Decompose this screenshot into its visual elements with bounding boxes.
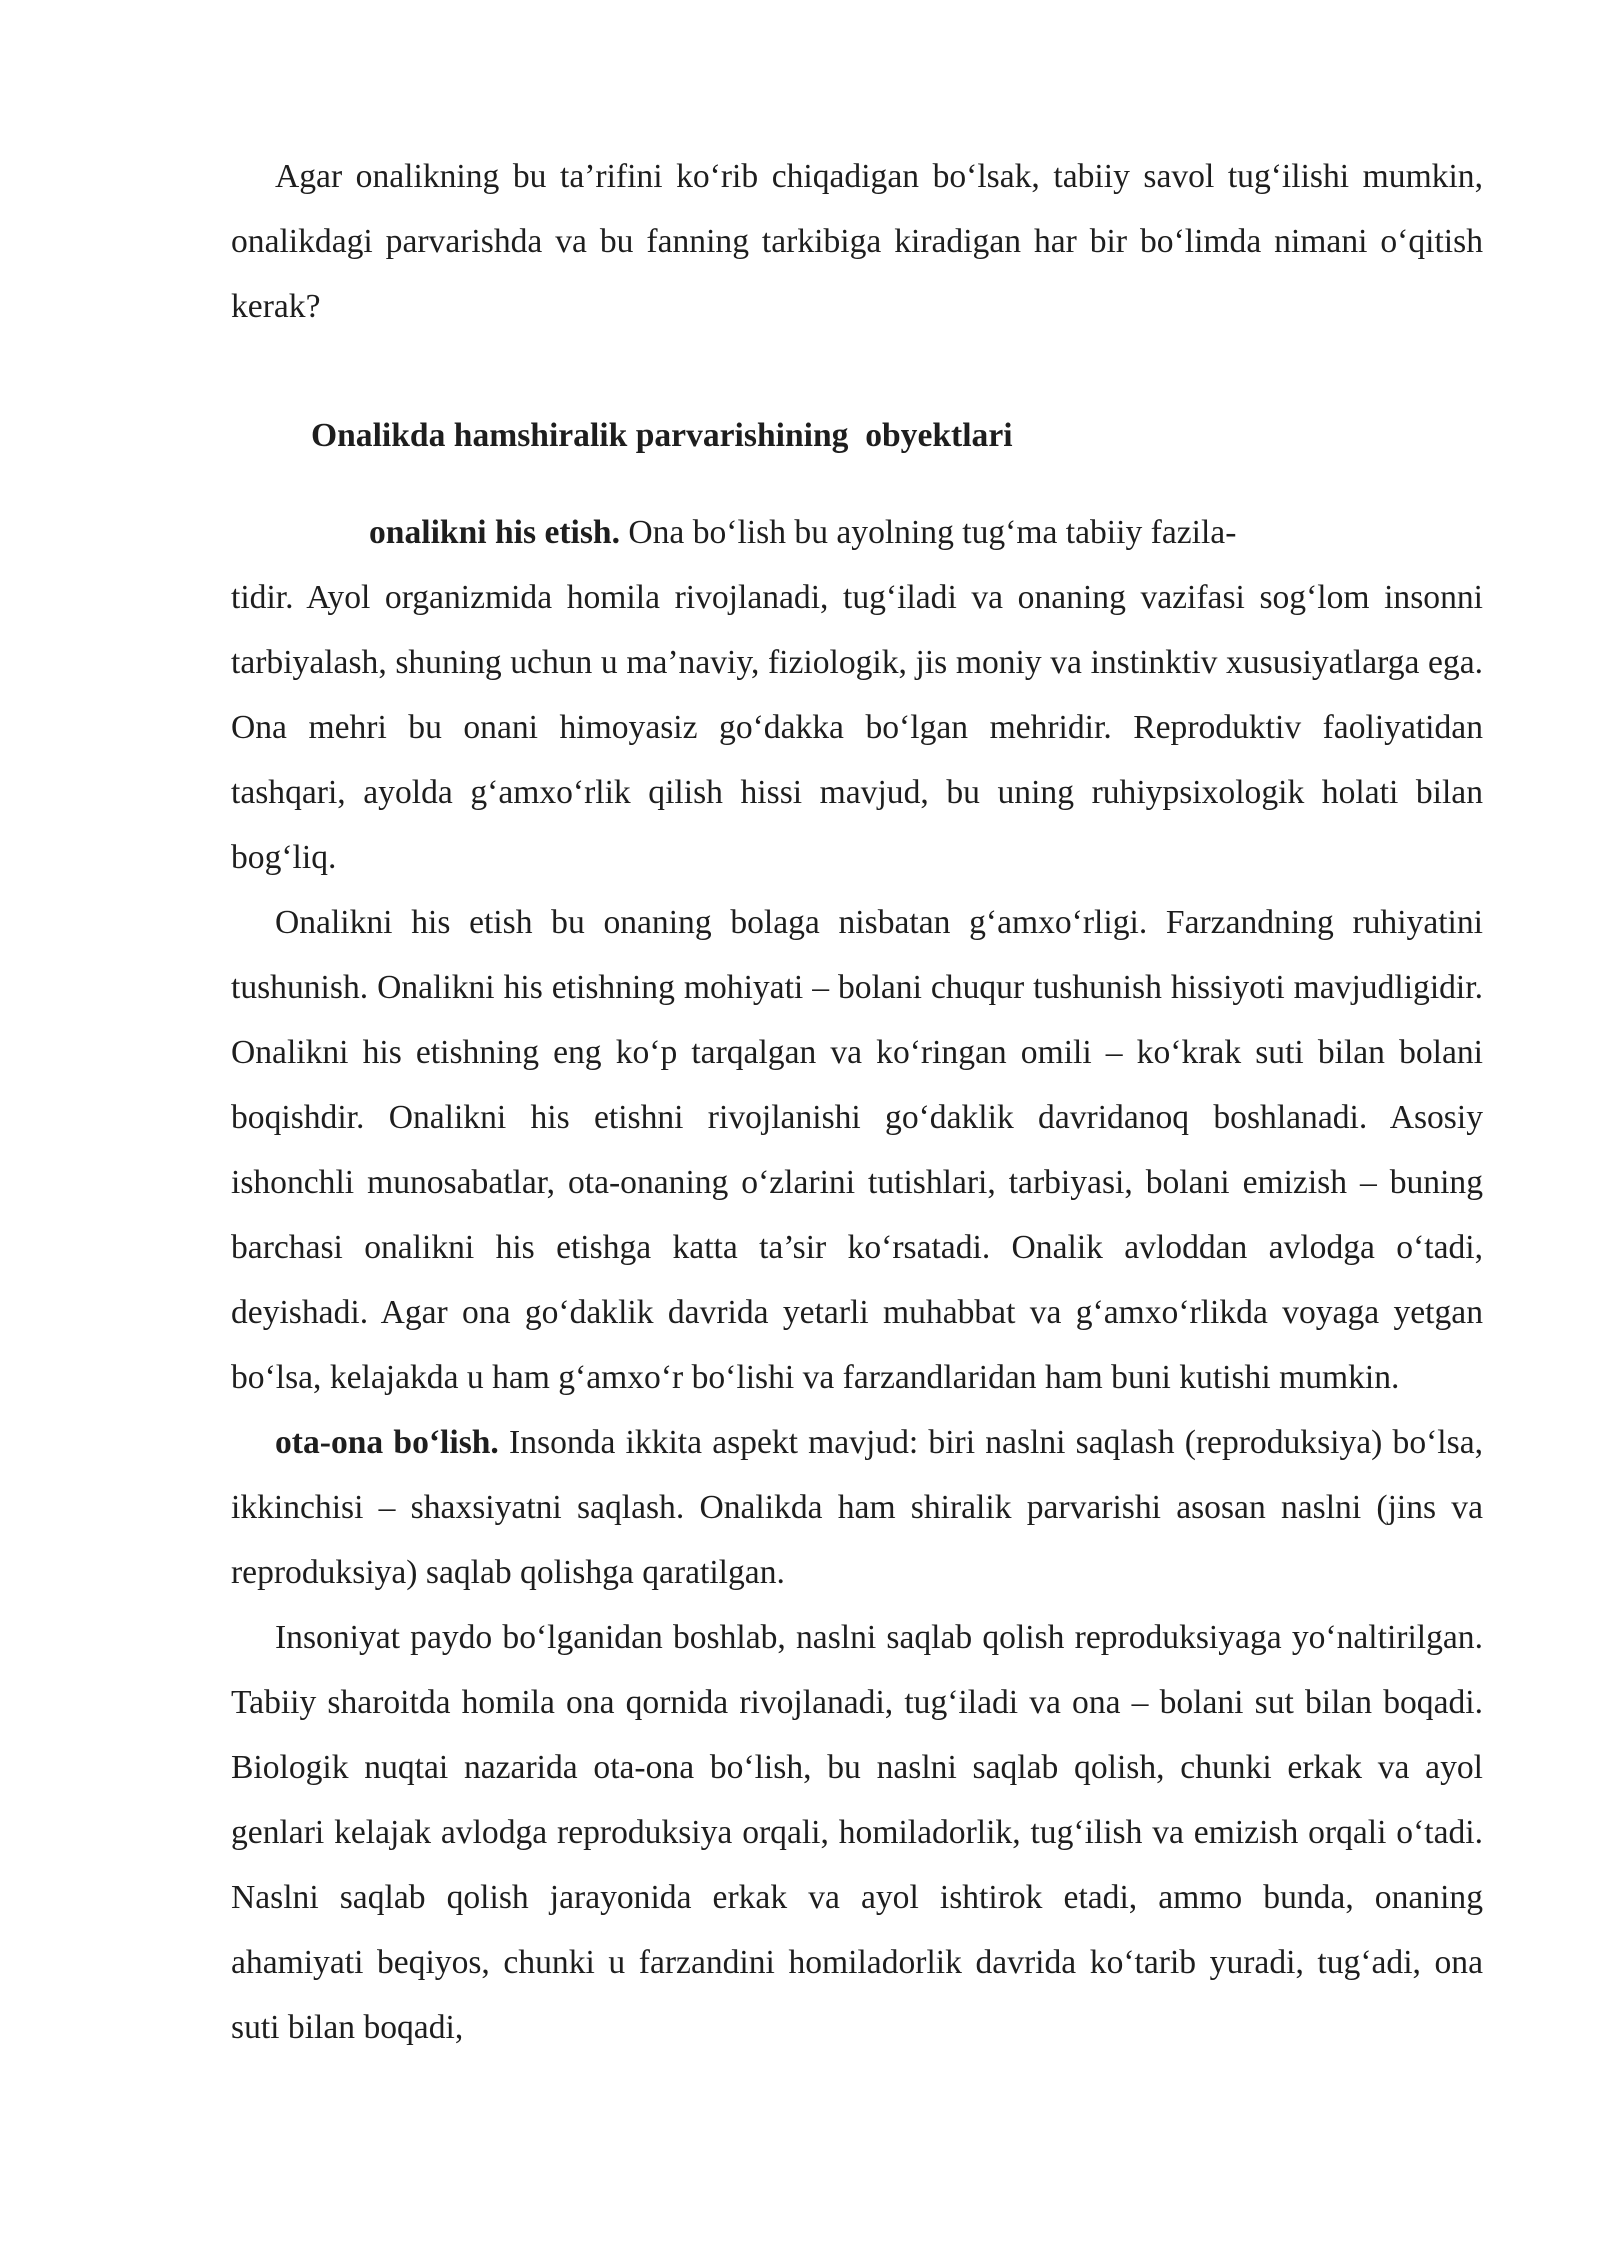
ota-ona-text: Insonda ikkita aspekt mavjud: biri naslni saqlash (reproduksiya) bo‘lsa, ikkinchisi – shaxsiyatni saqlash. Onalikda ham shiralik parvarishi asosan naslni (jins va reproduksiya) saqlab qolishga qaratilgan. bbox=[231, 1424, 1484, 1591]
onalik-his-etish-continuation: tidir. Ayol organizmida homila rivojlanadi, tug‘iladi va onaning vazifasi sog‘lom insonni tarbiyalash, shuning uchun u ma’naviy, fiziologik, jis moniy va instinktiv xususiyatlarga ega. Ona mehri bu onani himoyasiz go‘dakka bo‘lgan mehridir. Reproduktiv faoliyatidan tashqari, ayolda g‘amxo‘rlik qilish hissi mavjud, bu uning ruhiypsixologik holati bilan bog‘liq. bbox=[231, 579, 1483, 876]
onalik-his-etish-block bbox=[231, 500, 1483, 890]
intro-paragraph: Agar onalikning bu ta’rifini ko‘rib chiqadigan bo‘lsak, tabiiy savol tug‘ilishi mumkin, onalikdagi parvarishda va bu fanning tarkibiga kiradigan har bir bo‘limda nimani o‘qitish kerak? bbox=[231, 158, 1483, 325]
onalikni-paragraph: Onalikni his etish bu onaning bolaga nisbatan g‘amxo‘rligi. Farzandning ruhiyatini tushunish. Onalikni his etishning mohiyati – bolani chuqur tushunish hissiyoti mavjudligidir. Onalikni his etishning eng ko‘p tarqalgan va ko‘ringan omili – ko‘krak suti bilan bolani boqishdir. Onalikni his etishni rivojlanishi go‘daklik davridanoq boshlanadi. Asosiy ishonchli munosabatlar, ota-onaning o‘zlarini tutishlari, tarbiyasi, bolani emizish – buning barchasi onalikni his etishga katta ta’sir ko‘rsatadi. Onalik avloddan avlodga o‘tadi, deyishadi. Agar ona go‘daklik davrida yetarli muhabbat va g‘amxo‘rlikda voyaga yetgan bo‘lsa, kelajakda u ham g‘amxo‘r bo‘lishi va farzandlaridan ham buni kutishi mumkin. bbox=[231, 904, 1483, 1396]
ota-ona-lead: ota-ona bo‘lish. bbox=[275, 1424, 499, 1461]
section-heading: Onalikda hamshiralik parvarishining obyektlari bbox=[311, 417, 1013, 454]
onalik-his-etish-first-line bbox=[231, 500, 1483, 565]
page-content bbox=[231, 144, 1483, 2060]
onalik-his-etish-lead: onalikni his etish. bbox=[369, 514, 620, 551]
onalik-his-etish-first-line-text: Ona bo‘lish bu ayolning tug‘ma tabiiy fazila- bbox=[620, 514, 1237, 551]
insoniyat-paragraph: Insoniyat paydo bo‘lganidan boshlab, naslni saqlab qolish reproduksiyaga yo‘naltirilgan. Tabiiy sharoitda homila ona qornida rivojlanadi, tug‘iladi va ona – bolani sut bilan boqadi. Biologik nuqtai nazarida ota-ona bo‘lish, bu naslni saqlab qolish, chunki erkak va ayol genlari kelajak avlodga reproduksiya orqali, homiladorlik, tug‘ilish va emizish orqali o‘tadi. Naslni saqlab qolish jarayonida erkak va ayol ishtirok etadi, ammo bunda, onaning ahamiyati beqiyos, chunki u farzandini homiladorlik davrida ko‘tarib yuradi, tug‘adi, ona suti bilan boqadi, bbox=[231, 1619, 1483, 2046]
ota-ona-paragraph bbox=[231, 1410, 1483, 1605]
